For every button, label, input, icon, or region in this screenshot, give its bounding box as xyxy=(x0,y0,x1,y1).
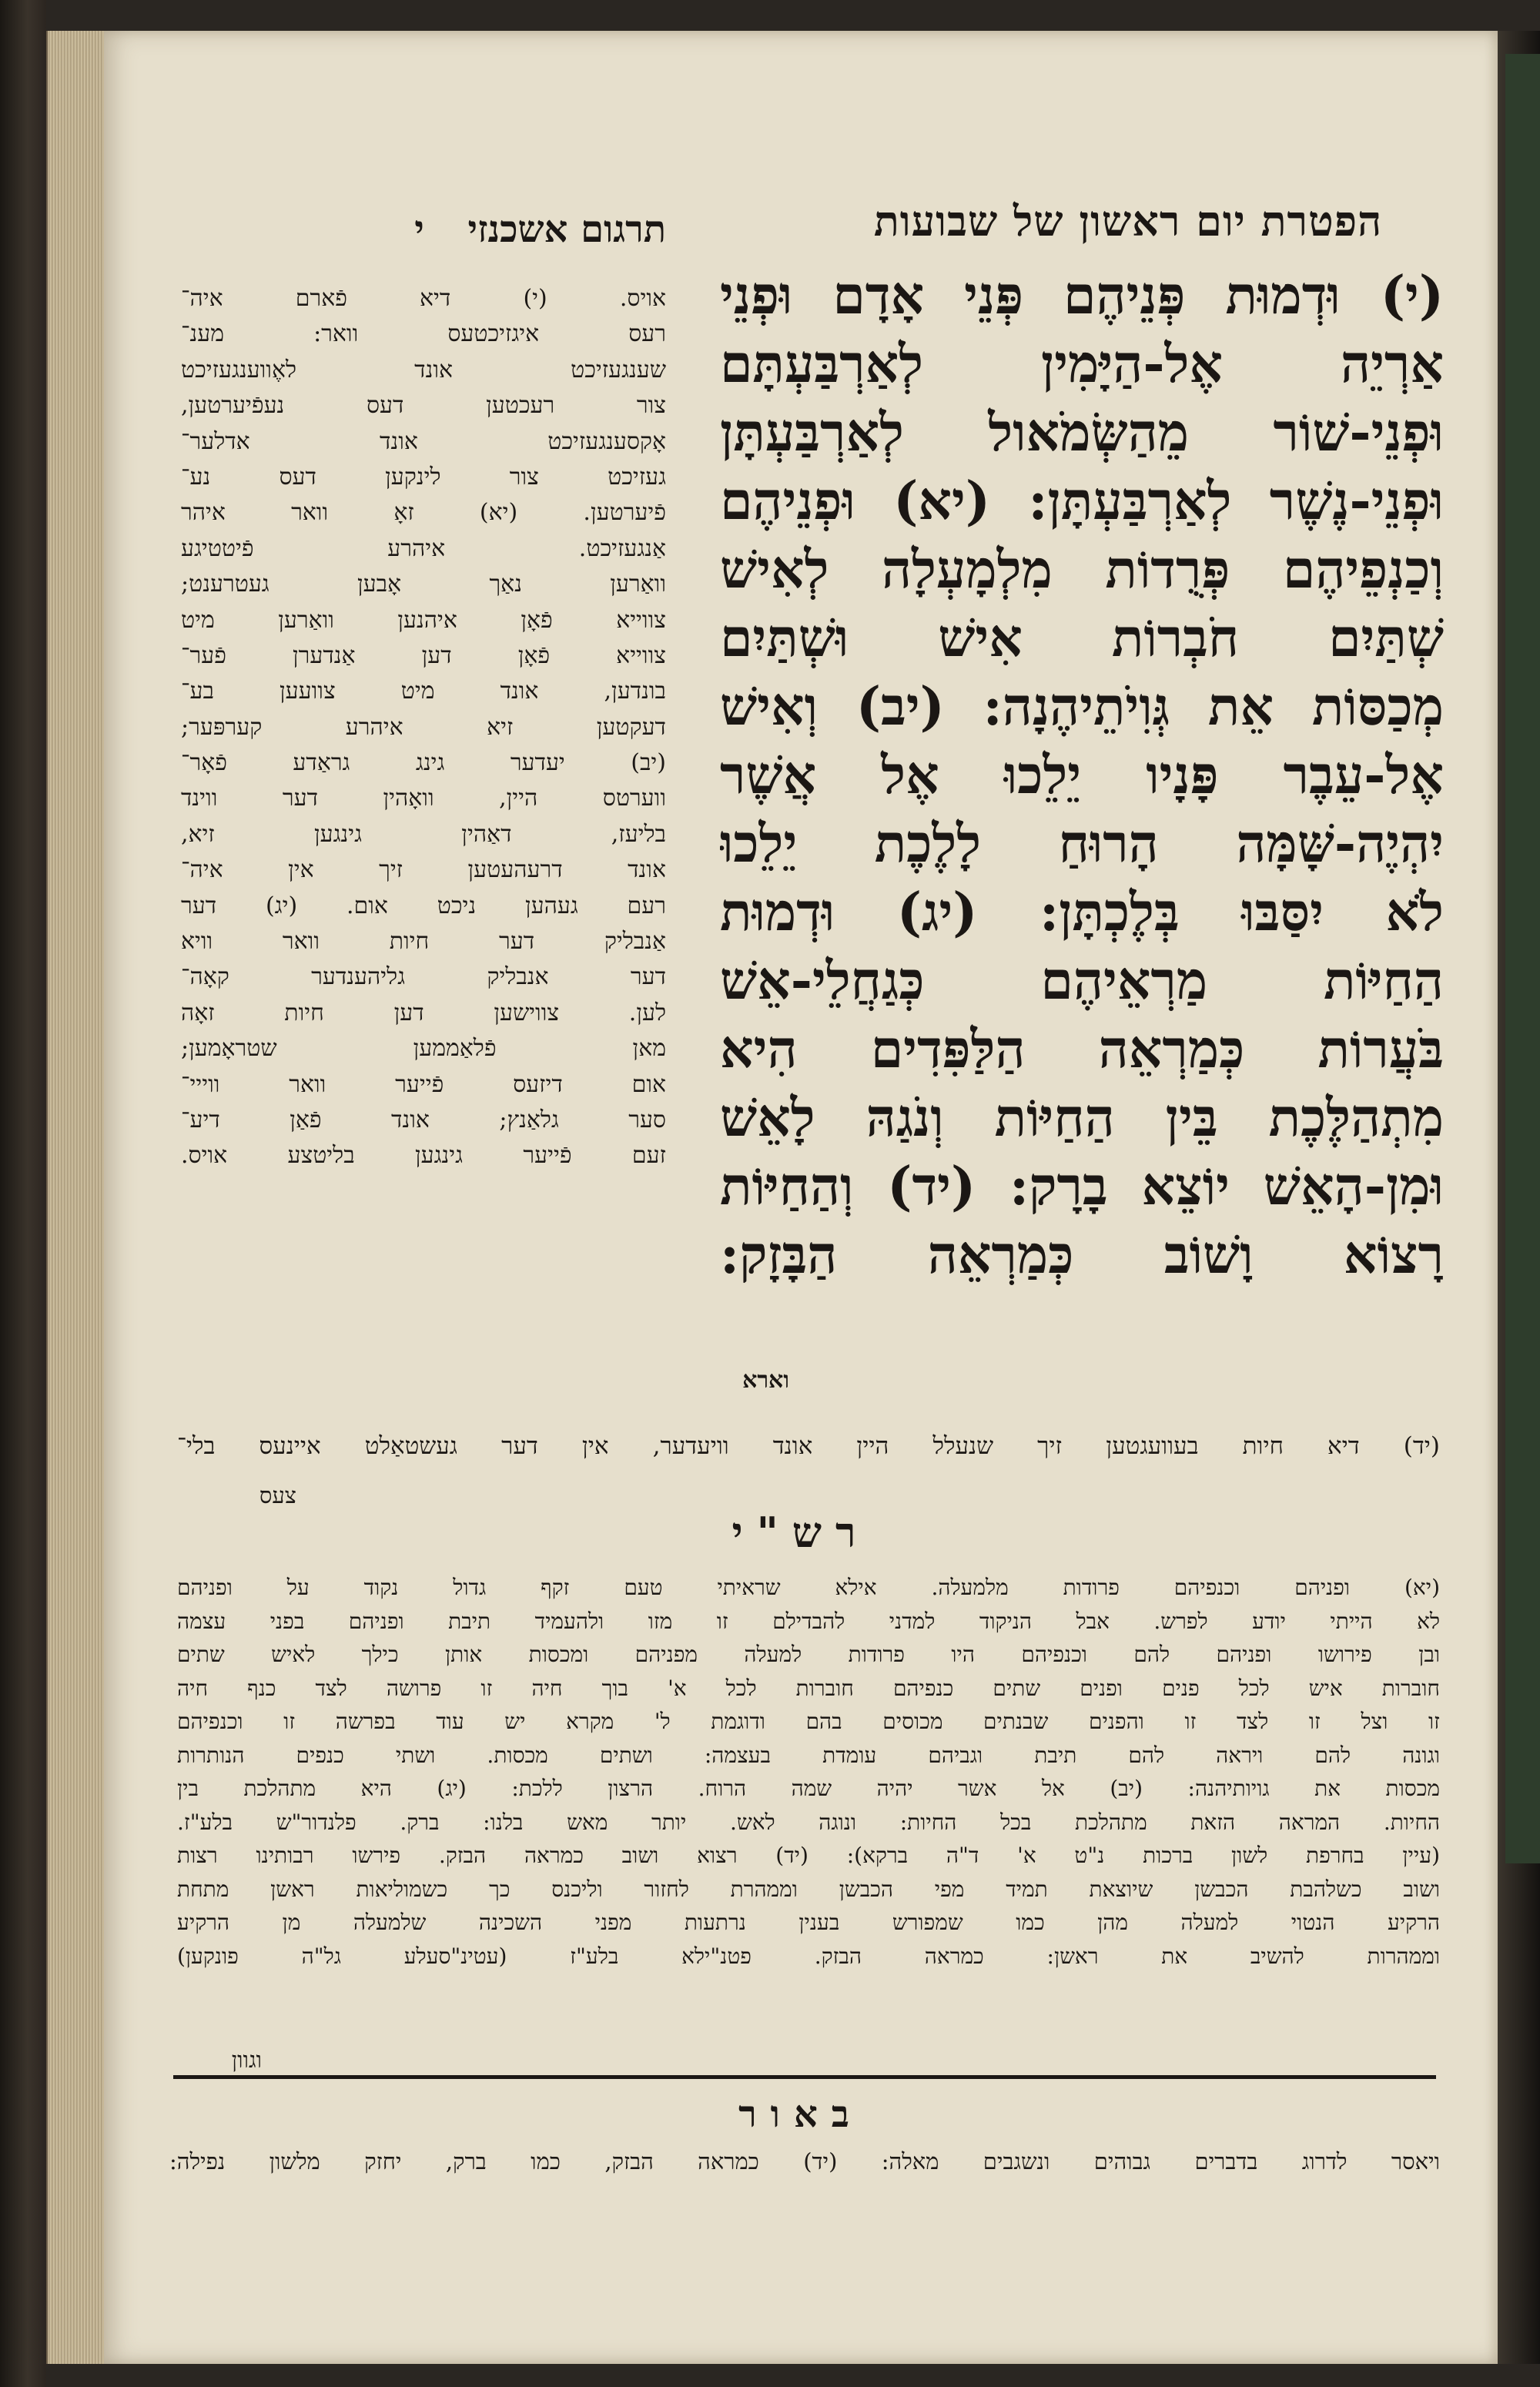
main-text-line: מְכַסּוֹת אֵת גְּוִיֹתֵיהֶנָה: (יב) וְאִישׁ xyxy=(720,676,1444,738)
main-text-line: לֹא יִסַּבּוּ בְּלֶכְתָּן: (יג) וּדְמוּת xyxy=(720,882,1444,943)
targum-column xyxy=(181,281,666,1174)
targum-line: צור רעכטען דעס נעפֿיערטען, xyxy=(181,392,666,420)
hebrew-main-text xyxy=(720,262,1444,1290)
section-divider xyxy=(173,2075,1436,2079)
main-text-line: רָצוֹא וָשׁוֹב כְּמַרְאֵה הַבָּזָק: xyxy=(720,1224,1444,1286)
page-edges xyxy=(46,31,109,2364)
rashi-commentary xyxy=(177,1571,1440,1973)
targum-line: דער אנבליק גליהענדער קאָה־ xyxy=(181,963,666,991)
targum-line: דעקטען זיא איהרע קערפּער; xyxy=(181,713,666,741)
rashi-line: וגונה להם ויראה להם תיבת וגביהם עומדת בעצמה: ושתים מכסות. ושתי כנפים הנותרות xyxy=(177,1742,1440,1768)
rashi-catchword: וגוון xyxy=(231,2047,262,2073)
targum-line: סער גלאַנץ; אונד פֿאַן דיע־ xyxy=(181,1106,666,1133)
targum-line: מאן פֿלאַממען שטראָמען; xyxy=(181,1035,666,1063)
targum-line: שענגעזיכט אונד לאֶווענגעזיכט xyxy=(181,356,666,383)
targum-line: צווייא פֿאָן דען אַנדערן פֿער־ xyxy=(181,641,666,669)
targum-line: זעם פֿייער גינגען בליטצע אויס. xyxy=(181,1142,666,1170)
book-binding xyxy=(0,0,46,2387)
rashi-heading: רש"י xyxy=(732,1508,870,1557)
main-text-line: (י) וּדְמוּת פְּנֵיהֶם פְּנֵי אָדָם וּפְנֵי xyxy=(720,265,1444,326)
targum-line: בליעז, דאַהין גינגען זיא, xyxy=(181,820,666,848)
targum-line: אַנבליק דער חיות וואר וויא xyxy=(181,928,666,956)
targum-line: אַנגעזיכט. איהרע פֿיטטיגע xyxy=(181,534,666,562)
rashi-line: זו וצל זו לצד זו והפנים שבנתים מכוסים בהם ודוגמת ל' מקרא יש עוד בפרשה זו וכנפיהם xyxy=(177,1709,1440,1734)
biur-text: ויאסר לדרוג בדברים גבוהים ונשגבים מאלה: (יד) כמראה הבזק, כמו ברק, יחזק מלשון נפילה: xyxy=(169,2148,1440,2174)
targum-line: וואַרען נאַך אָבען געטרענט; xyxy=(181,571,666,598)
main-text-line: הַחַיּוֹת מַרְאֵיהֶם כְּגַחֲלֵי-אֵשׁ xyxy=(720,950,1444,1012)
main-text-line: שְׁתַּיִם חֹבְרוֹת אִישׁ וּשְׁתַּיִם xyxy=(720,608,1444,669)
targum-line: געזיכט צור לינקען דעס נע־ xyxy=(181,463,666,490)
targum-catchword: צעס xyxy=(259,1482,296,1508)
targum-line: אום דיזעס פֿייער וואר ווייי־ xyxy=(181,1070,666,1098)
main-catchword: וארא xyxy=(742,1367,789,1394)
main-text-line: יִהְיֶה-שָּׁמָּה הָרוּחַ לָלֶכֶת יֵלֵכוּ xyxy=(720,813,1444,875)
rashi-line: (עיין בחרפת לשון ברכות נ"ט א' ד"ה ברקא): (יד) רצוא ושוב כמראה הבזק. פירשו רבותינו רצות xyxy=(177,1843,1440,1868)
rashi-line: הרקיע הנטוי למעלה מהן כמו שמפורש בענין נרתעות מפני השכינה שלמעלה מן הרקיע xyxy=(177,1910,1440,1935)
targum-line: (יב) יעדער גינג גראַדע פֿאָר־ xyxy=(181,749,666,777)
targum-line: לען. צווישען דען חיות זאָה xyxy=(181,999,666,1026)
haftarah-title: הפטרת יום ראשון של שבועות xyxy=(873,196,1383,246)
main-text-line: בֹּעֲרוֹת כְּמַרְאֵה הַלַּפִּדִים הִיא xyxy=(720,1019,1444,1080)
targum-line: פֿיערטען. (יא) זאָ וואר איהר xyxy=(181,499,666,527)
main-text-line: וְכַנְפֵיהֶם פְּרֻדוֹת מִלְמָעְלָה לְאִישׁ xyxy=(720,539,1444,601)
main-text-line: אַרְיֵה אֶל-הַיָּמִין לְאַרְבַּעְתָּם xyxy=(720,333,1444,395)
page-number: י xyxy=(414,208,424,251)
biur-heading: באור xyxy=(738,2093,863,2136)
targum-line: רעס איגזיכטעס וואר: מענ־ xyxy=(181,320,666,348)
targum-line: צווייא פֿאָן איהנען וואַרען מיט xyxy=(181,606,666,634)
targum-header xyxy=(181,208,666,251)
rashi-line: החיות. המראה הזאת מתהלכת בכל החיות: ונוגה לאש. יותר מאש בלנו: ברק. פלנדור"ש בלע"ז. xyxy=(177,1809,1440,1835)
targum-title: תרגום אשכנזי xyxy=(467,208,666,251)
targum-line: אונד דרעהעטען זיך אין איה־ xyxy=(181,856,666,884)
rashi-line: ושוב כשלהבת הכבשן שיוצאת תמיד מפי הכבשן וממהרת לחזור וליכנס כך כשמוליאות ראשן מתחת xyxy=(177,1876,1440,1902)
main-text-line: וּפְנֵי-נֶשֶׁר לְאַרְבַּעְתָּן: (יא) וּפְנֵיהֶם xyxy=(720,470,1444,532)
targum-line: בונדען, אונד מיט צוועען בע־ xyxy=(181,678,666,705)
rashi-line: מכסות את גויותיהנה: (יב) אל אשר יהיה שמה הרוח. הרצון ללכת: (יג) היא מתהלכת בין xyxy=(177,1776,1440,1801)
rashi-line: (יא) ופניהם וכנפיהם פרודות מלמעלה. אילא שראיתי טעם זקף גדול נקוד על ופניהם xyxy=(177,1575,1440,1600)
rashi-line: לא הייתי יודע לפרש. אבל הניקוד למדני להבדילם זו מזו ולהעמיד תיבת ופניהם בפני עצמה xyxy=(177,1608,1440,1634)
main-text-line: וּמִן-הָאֵשׁ יוֹצֵא בָרָק: (יד) וְהַחַיּוֹת xyxy=(720,1156,1444,1217)
book-page xyxy=(104,31,1498,2364)
targum-full-width-line: (יד) דיא חיות בעוועגטען זיך שנעלל היין אונד וויעדער, אין דער געשטאַלט איינעס בלי־ xyxy=(177,1432,1440,1460)
targum-line: ווערטס היין, וואָהין דער ווינד xyxy=(181,785,666,812)
targum-line: אויס. (י) דיא פֿארם איה־ xyxy=(181,285,666,312)
rashi-line: חוברות איש לכל פנים ופנים שתים כנפיהם חוברות לכל א' בוך חיה זו פרושה לצד כנף חיה xyxy=(177,1675,1440,1701)
main-text-line: וּפְנֵי-שׁוֹר מֵהַשְּׂמֹאול לְאַרְבַּעְתָּן xyxy=(720,402,1444,464)
main-text-line: אֶל-עֵבֶר פָּנָיו יֵלֵכוּ אֶל אֲשֶׁר xyxy=(720,745,1444,806)
targum-line: אָקסענגעזיכט אונד אדלער־ xyxy=(181,427,666,455)
main-text-line: מִתְהַלֶּכֶת בֵּין הַחַיּוֹת וְנֹגַהּ לָאֵשׁ xyxy=(720,1087,1444,1149)
rashi-line: ובן פירושו ופניהם להם וכנפיהם היו פרודות למעלה מפניהם ומכסות אותן כילך לאיש שתים xyxy=(177,1642,1440,1667)
cover-cloth xyxy=(1505,54,1540,1863)
rashi-line: וממהרות להשיב את ראשן: כמראה הבזק. פטנ"ילא בלע"ז (עטינ"סעלע גל"ה פונקען) xyxy=(177,1943,1440,1969)
targum-line: רעם געהען ניכט אום. (יג) דער xyxy=(181,892,666,919)
